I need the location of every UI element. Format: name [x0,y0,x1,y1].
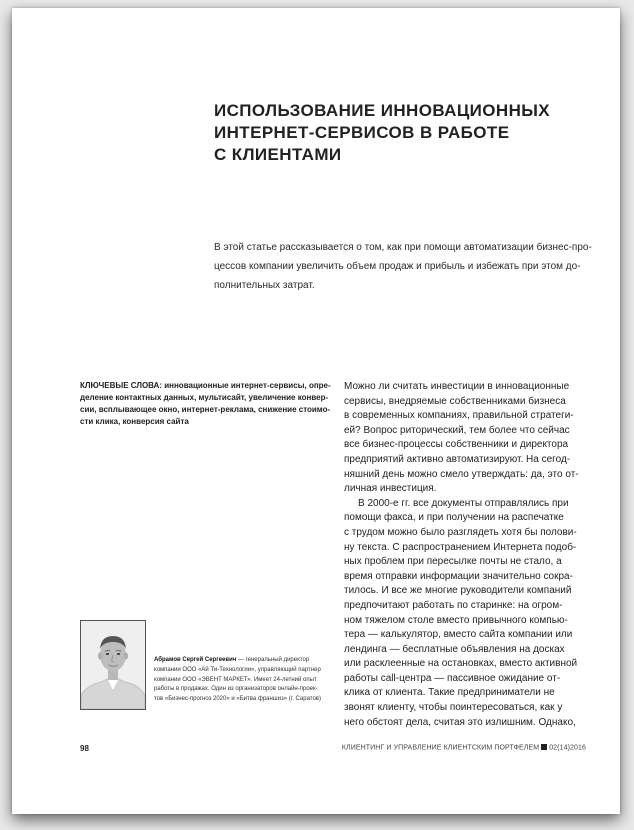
body-line: ну текста. С распространением Интернета подоб- [344,541,577,553]
square-bullet-icon [541,744,547,750]
author-bio-line: компании ООО «ЭВЕНТ МАРКЕТ». Имеет 24-летний опыт [154,676,317,683]
body-line: ных проблем при пересылке почты не стало, а [344,556,562,568]
author-bio-text: — генеральный директор [237,657,310,663]
body-line: него обстоят дела, считая это излишним. Однако, [344,716,576,728]
lead-line: цессов компании увеличить объем продаж и прибыль и избежать при этом до- [214,261,581,272]
magazine-page [12,8,620,814]
body-line: ей? Вопрос риторический, тем более что сейчас [344,424,570,436]
issue-number: 02(14)2016 [549,744,586,752]
article-title [214,100,574,166]
journal-name: КЛИЕНТИНГ И УПРАВЛЕНИЕ КЛИЕНТСКИМ ПОРТФЕЛЕМ [341,744,540,752]
author-bio-line: работы в продажах. Один из организаторов онлайн-проек- [154,686,318,693]
keywords-line: сии, всплывающее окно, интернет-реклама, снижение стоимо- [80,405,331,414]
body-line: лендинга — бесплатные объявления на досках [344,643,565,655]
body-line: няшний день можно смело утверждать: да, это от- [344,468,579,480]
body-line: все бизнес-процессы собственники и директора [344,439,569,451]
body-line: предпочитают работать по старинке: на огром- [344,599,563,611]
article-title-line: С КЛИЕНТАМИ [214,145,342,164]
keywords-line: деление контактных данных, мультисайт, увеличение конвер- [80,393,329,402]
author-bio-line [154,656,344,666]
article-title-line: ИНТЕРНЕТ-СЕРВИСОВ В РАБОТЕ [214,123,510,142]
body-line: В 2000-е гг. все документы отправлялись при [358,497,569,509]
author-bio-line: компании ООО «Ай Ти-Технологии», управляющий партнер [154,666,321,673]
body-line: ном тяжелом столе вместо привычного компью- [344,614,568,626]
body-line: или расклеенные на остановках, вместо активной [344,658,578,670]
page-number: 98 [80,744,89,753]
author-bio [154,656,344,705]
article-title-line: ИСПОЛЬЗОВАНИЕ ИННОВАЦИОННЫХ [214,101,551,120]
author-photo [80,620,146,710]
body-line: звонят клиенту, чтобы поинтересоваться, как у [344,702,563,714]
body-line: с трудом можно было разглядеть хотя бы полови- [344,526,577,538]
keywords-line: КЛЮЧЕВЫЕ СЛОВА: инновационные интернет-сервисы, опре- [80,381,331,390]
body-line: тилось. И все же многие руководители компаний [344,585,572,597]
running-footer [342,744,586,752]
body-line: клика от клиента. Такие предприниматели не [344,687,555,699]
body-line: сервисы, внедряемые собственниками бизнеса [344,395,566,407]
keywords-block [80,380,342,428]
lead-line: В этой статье рассказывается о том, как при помощи автоматизации бизнес-про- [214,242,592,253]
body-line: тера — калькулятор, вместо сайта компании или [344,629,573,641]
lead-line: полнительных затрат. [214,280,315,291]
body-line: время отправки информации значительно сокра- [344,570,573,582]
author-bio-line: тов «Бизнес-прогноз 2020» и «Битва франшиз» (г. Саратов) [154,696,321,703]
body-line: в современных компаниях, правильной стратеги- [344,410,574,422]
body-line: личная инвестиция. [344,483,437,495]
author-portrait [81,621,145,709]
body-line: Можно ли считать инвестиции в инновационные [344,381,570,392]
article-lead [214,238,606,295]
author-name: Абрамов Сергей Сергеевич [154,657,237,663]
keywords-line: сти клика, конверсия сайта [80,417,189,426]
body-line: работы call-центра — пассивное ожидание от- [344,672,561,684]
body-line: предприятий активно автоматизируют. На сегод- [344,453,571,465]
body-line: помощи факса, и при получении на распечатке [344,512,564,524]
article-body [344,380,606,730]
